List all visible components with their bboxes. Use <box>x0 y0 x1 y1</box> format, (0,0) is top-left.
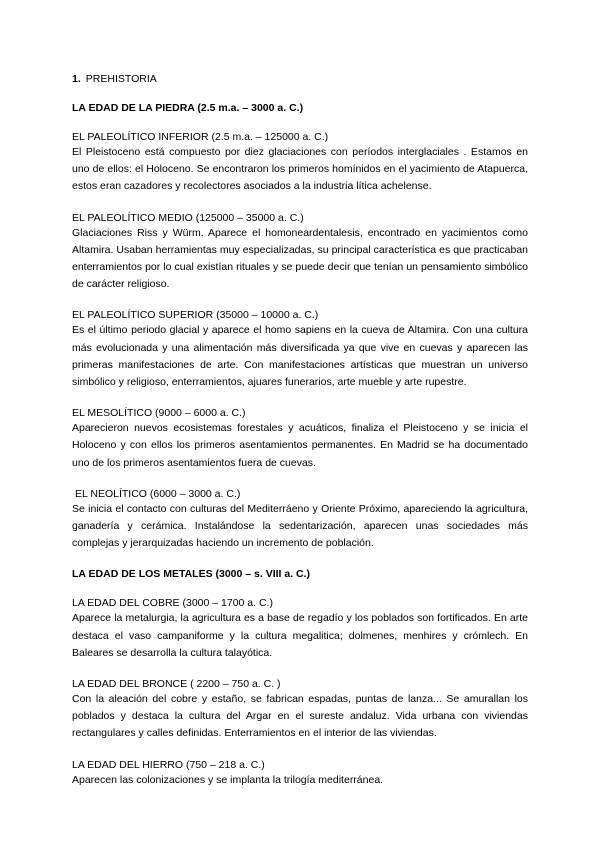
period-section <box>72 308 528 391</box>
document-page <box>72 72 528 804</box>
period-section <box>72 406 528 472</box>
period-title: LA EDAD DEL HIERRO (750 – 218 a. C.) <box>72 758 265 771</box>
period-title: LA EDAD DEL COBRE (3000 – 1700 a. C.) <box>72 597 273 610</box>
period-text: Se inicia el contacto con culturas del Mediterráeno y Oriente Próximo, apareciendo la agricultura, ganadería y cerámica. Instalándose la sedentarización, aparecen unas sociedades más complejas y jerarquizadas haciendo un incremento de población. <box>72 502 528 550</box>
period-section <box>72 758 528 789</box>
period-text: Con la aleación del cobre y estaño, se fabrican espadas, puntas de lanza... Se amurallan los poblados y destaca la cultura del Argar en el sureste andaluz. Vida urbana con viviendas rectangulares y calles definidas. Enterramientos en el interior de las viviendas. <box>72 693 528 740</box>
period-section <box>72 596 528 662</box>
period-text: Es el último periodo glacial y aparece el homo sapiens en la cueva de Altamira. Con una cultura más evolucionada y una alimentación más diversificada ya que vive en cuevas y aparecen las primeras manifestaciones de arte. Con manifestaciones artísticas que muestran un universo simbólico y religioso, enterramientos, ajuares funerarios, arte mueble y arte rupestre. <box>72 324 528 389</box>
period-title: LA EDAD DEL BRONCE ( 2200 – 750 a. C. ) <box>72 678 281 691</box>
chapter-number: 1. <box>72 73 81 85</box>
chapter-title: PREHISTORIA <box>85 73 157 85</box>
period-title: EL PALEOLÍTICO INFERIOR (2.5 m.a. – 125000 a. C.) <box>72 131 329 143</box>
period-section <box>72 677 528 743</box>
period-title: EL PALEOLÍTICO SUPERIOR (35000 – 10000 a. C.) <box>72 309 319 322</box>
period-title: EL MESOLÍTICO (9000 – 6000 a. C.) <box>72 407 246 420</box>
period-text: Aparecieron nuevos ecosistemas forestales y acuáticos, finaliza el Pleistoceno y se inicia el Holoceno y con ellos los primeros asentamientos permanentes. En Madrid se ha documentado uno de los primeros asentamientos fuera de cuevas. <box>72 422 528 469</box>
period-section <box>72 211 528 294</box>
era-heading-metal-age: LA EDAD DE LOS METALES (3000 – s. VIII a. C.) <box>72 568 311 581</box>
period-section <box>72 487 528 553</box>
period-title: EL PALEOLÍTICO MEDIO (125000 – 35000 a. C.) <box>72 211 304 224</box>
period-text: Glaciaciones Riss y Würm. Aparece el homoneardentalesis, encontrado en yacimientos como Altamira. Usaban herramientas muy especializadas, su principal característica es que practicaban enterramientos por lo cual existían rituales y se puede decir que tenían un pensamiento simbólico de carácter religioso. <box>72 226 528 291</box>
period-text: Aparecen las colonizaciones y se implanta la trilogía mediterránea. <box>72 773 384 786</box>
period-title: EL NEOLÍTICO (6000 – 3000 a. C.) <box>75 487 241 500</box>
era-heading-stone-age: LA EDAD DE LA PIEDRA (2.5 m.a. – 3000 a. C.) <box>72 102 304 114</box>
chapter-heading <box>72 72 528 86</box>
period-text: Aparece la metalurgia, la agricultura es a base de regadío y los poblados son fortificados. En arte destaca el vaso campaniforme y la cultura megalitica; dolmenes, menhires y crómlech. En Baleares se desarrolla la cultura talayótica. <box>72 612 528 659</box>
period-text: El Pleistoceno está compuesto por diez glaciaciones con períodos interglaciales . Estamos en uno de ellos: el Holoceno. Se encontraron los primeros homínidos en el yacimiento de Atapuerca, estos eran cazadores y recolectores asociados a la industria lítica achelense. <box>72 146 528 193</box>
period-section <box>72 130 528 196</box>
